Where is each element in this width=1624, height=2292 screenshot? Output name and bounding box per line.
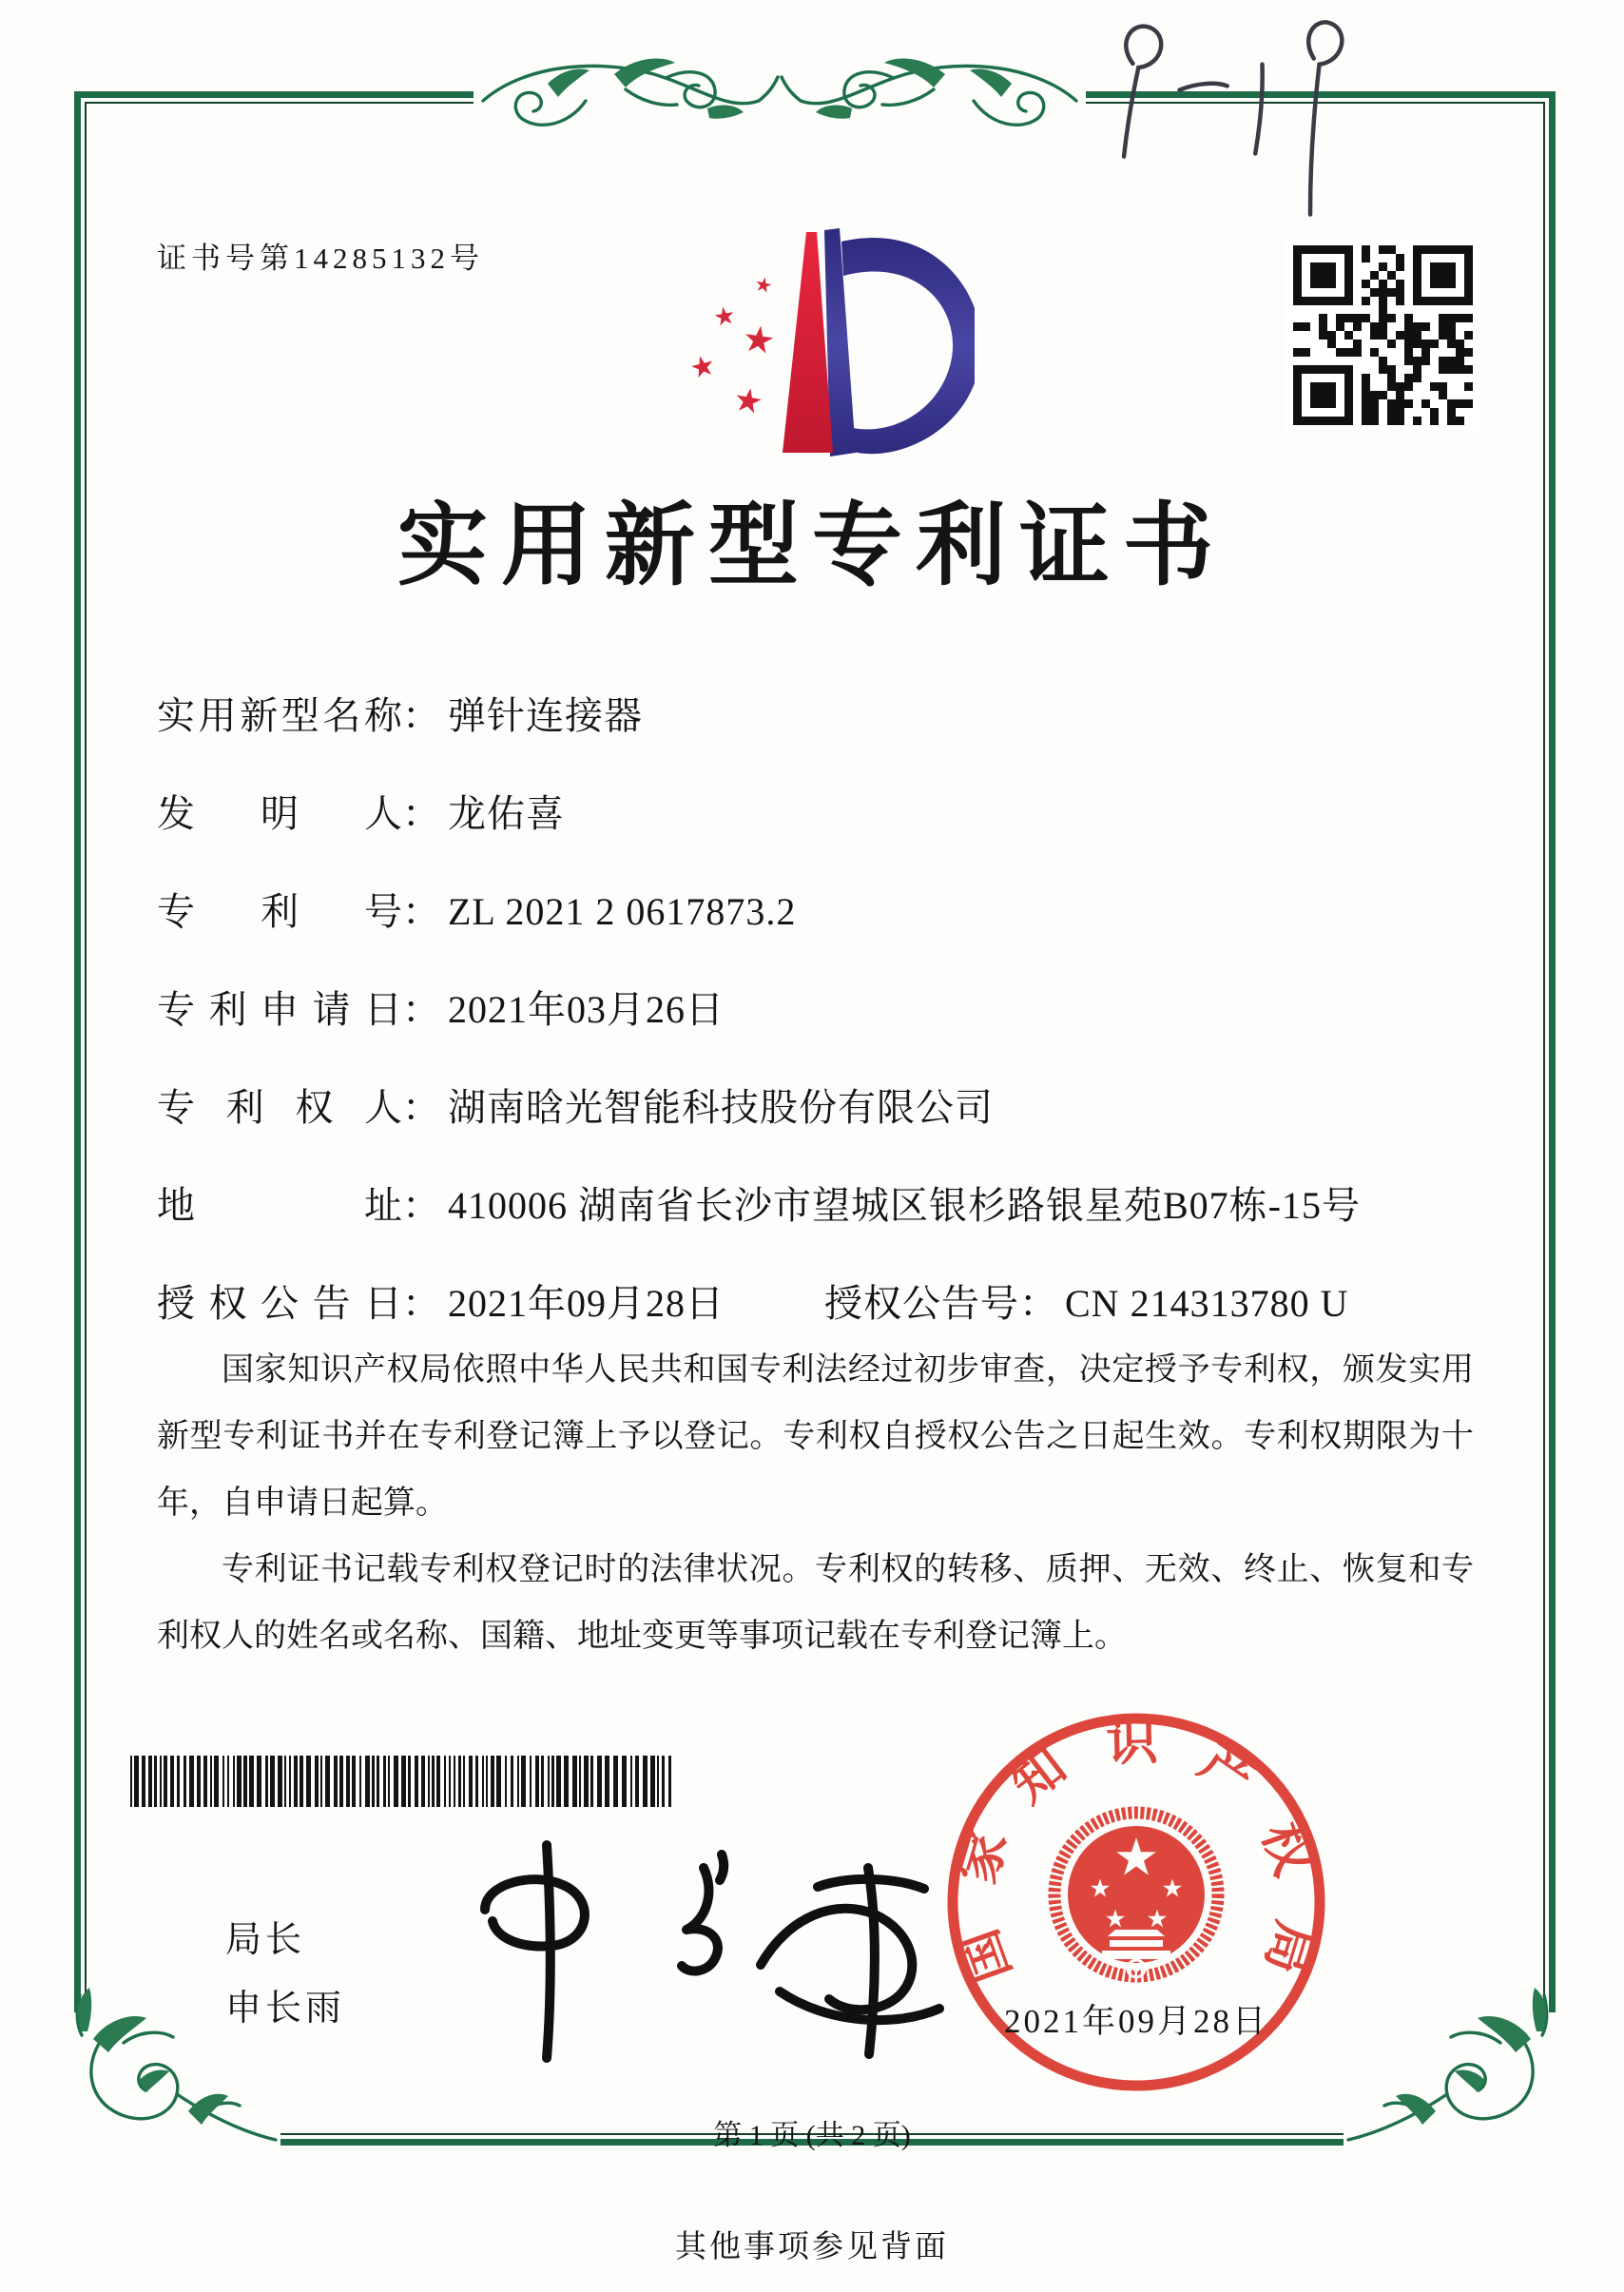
field-row-inventor — [157, 792, 1488, 835]
logo-p-shape — [824, 228, 975, 456]
field-row-patent-no — [157, 890, 1488, 933]
certificate-number: 证书号第14285132号 — [157, 242, 484, 275]
field-value: 弹针连接器 — [448, 694, 643, 737]
grant-date-value: 2021年09月28日 — [448, 1282, 725, 1325]
field-colon: ： — [402, 988, 440, 1031]
field-colon: ： — [402, 792, 440, 835]
field-label: 地址 — [157, 1184, 402, 1227]
field-row-address — [157, 1184, 1488, 1227]
field-label: 专利号 — [157, 890, 402, 933]
field-colon: ： — [1019, 1282, 1057, 1325]
grant-date-label: 授权公告日 — [157, 1282, 402, 1325]
field-colon: ： — [402, 1282, 440, 1325]
qr-code-icon — [1286, 238, 1481, 434]
director-signature-icon — [418, 1818, 970, 2075]
legal-text — [157, 1337, 1474, 1670]
field-value: 龙佑喜 — [448, 792, 565, 835]
grant-no-label: 授权公告号 — [824, 1282, 1019, 1325]
field-value: 2021年03月26日 — [448, 988, 725, 1031]
page-number: 第 1 页 (共 2 页) — [713, 2120, 911, 2151]
body-paragraph: 国家知识产权局依照中华人民共和国专利法经过初步审查，决定授予专利权，颁发实用新型专利证书并在专利登记簿上予以登记。专利权自授权公告之日起生效。专利权期限为十年，自申请日起算。 — [157, 1352, 1474, 1521]
certificate-title: 实用新型专利证书 — [396, 495, 1227, 596]
border-ornament-top — [474, 46, 1086, 152]
field-row-patentee — [157, 1086, 1488, 1129]
field-value: 410006 湖南省长沙市望城区银杉路银星苑B07栋-15号 — [448, 1184, 1361, 1227]
seal-emblem — [1054, 1813, 1218, 1977]
director-title: 局长 — [225, 1920, 306, 1960]
barcode-icon — [128, 1756, 678, 1807]
seal-date: 2021年09月28日 — [1003, 2003, 1268, 2040]
handwritten-note — [1074, 10, 1369, 219]
footer-note: 其他事项参见背面 — [675, 2230, 949, 2264]
field-label: 专利权人 — [157, 1086, 402, 1129]
field-row-name — [157, 694, 1488, 737]
field-colon: ： — [402, 890, 440, 933]
field-colon: ： — [402, 694, 440, 737]
field-label: 发明人 — [157, 792, 402, 835]
field-colon: ： — [402, 1086, 440, 1129]
logo-stars — [689, 276, 775, 414]
field-list — [157, 694, 1488, 1383]
director-name: 申长雨 — [225, 1989, 346, 2029]
cnipa-logo-icon — [661, 226, 975, 470]
body-paragraph: 专利证书记载专利权登记时的法律状况。专利权的转移、质押、无效、终止、恢复和专利权人的姓名或名称、国籍、地址变更等事项记载在专利登记簿上。 — [157, 1552, 1474, 1654]
field-row-filing-date — [157, 988, 1488, 1031]
field-value: ZL 2021 2 0617873.2 — [448, 890, 797, 933]
grant-no-value: CN 214313780 U — [1065, 1282, 1349, 1325]
field-label: 实用新型名称 — [157, 694, 402, 737]
field-value: 湖南晗光智能科技股份有限公司 — [448, 1086, 994, 1129]
field-label: 专利申请日 — [157, 988, 402, 1031]
field-colon: ： — [402, 1184, 440, 1227]
grant-row — [157, 1282, 1488, 1325]
seal-agency-text: 国家知识产权局 — [948, 1713, 1324, 1991]
